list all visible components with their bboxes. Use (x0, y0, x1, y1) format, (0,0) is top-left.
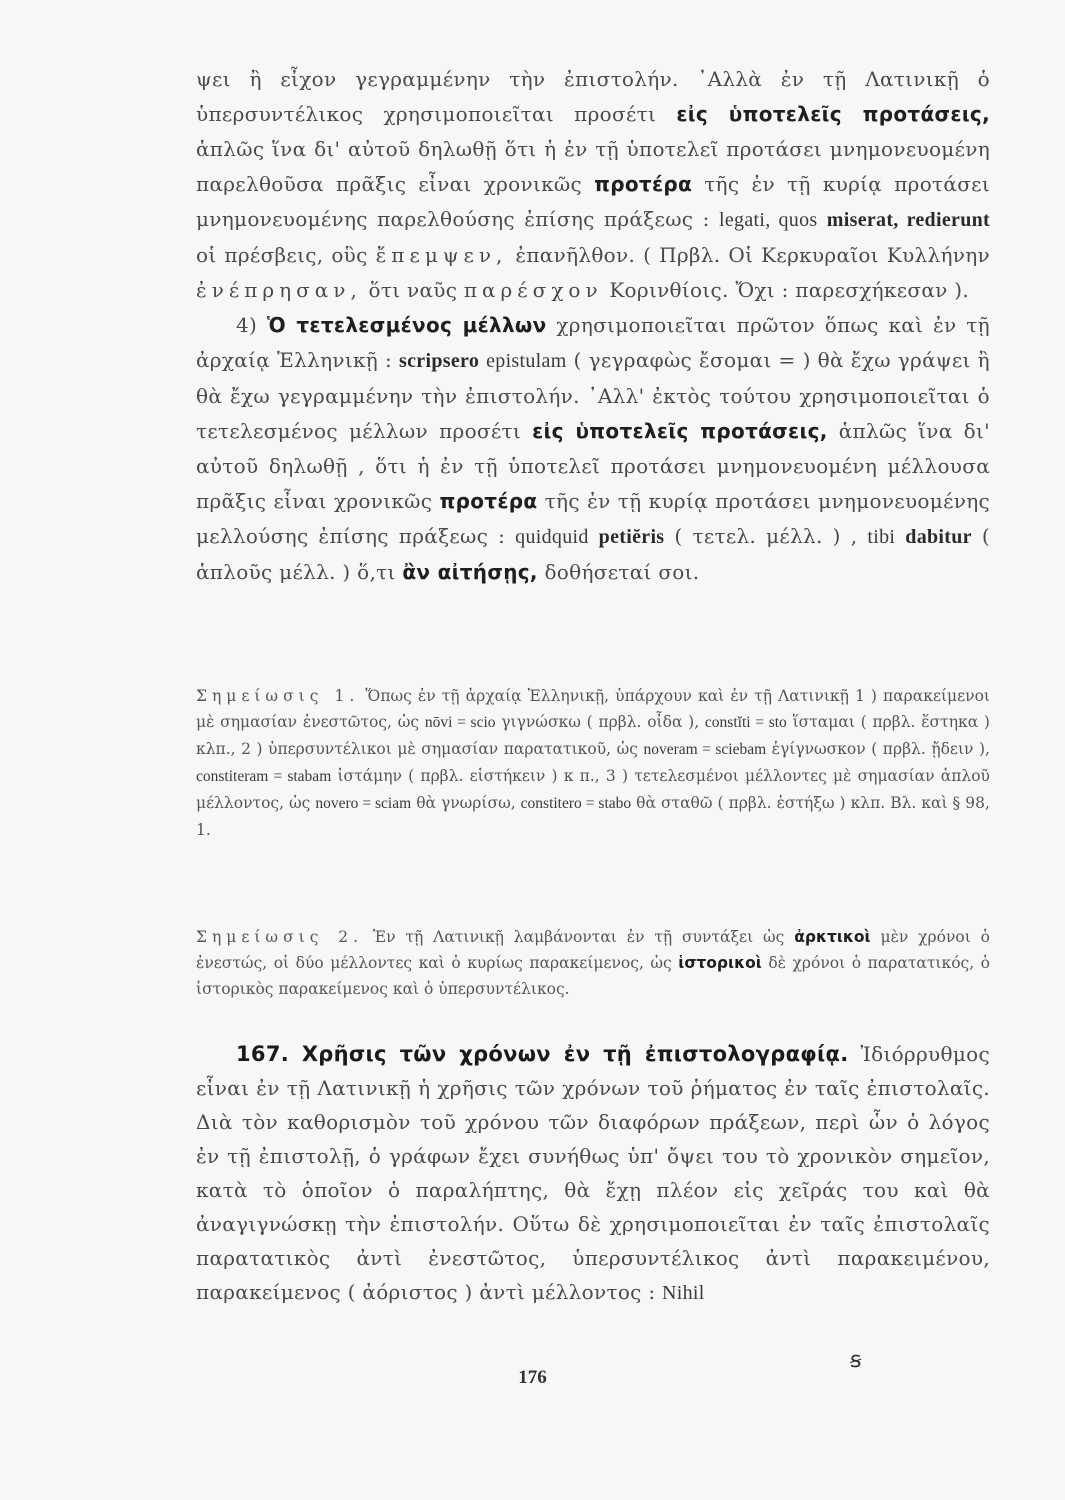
latin-text: constiteram = stabam (196, 768, 332, 785)
margin-mark: ꞩ (850, 1348, 862, 1373)
paragraph-1: ψει ἢ εἶχον γεγραμμένην τὴν ἐπιστολήν. ᾿Αλλὰ ἐν τῇ Λατινικῇ ὁ ὑπερσυντέλικος χρησιμοποιεῖται προσέτι εἰς ὑποτελεῖς προτάσεις, ἁπλῶς ἵνα δι' αὐτοῦ δηλωθῇ ὅτι ἡ ἐν τῇ ὑποτελεῖ προτάσει μνημονευομένη παρελθοῦσα πρᾶξις εἶναι χρονικῶς προτέρα τῆς ἐν τῇ κυρίᾳ προτάσει μνημονευομένης παρελθούσης ἐπίσης πράξεως : legati, quos miserat, redierunt οἱ πρέσβεις, οὓς ἔπεμψεν, ἐπανῆλθον. ( Πρβλ. Οἱ Κερκυραῖοι Κυλλήνην ἐνέπρησαν, ὅτι ναῦς παρέσχον Κορινθίοις. Ὄχι : παρεσχήκεσαν ). (196, 67, 990, 302)
main-text (196, 62, 990, 590)
latin-text: constĭti = sto (704, 714, 787, 731)
latin-text: epistulam (486, 350, 567, 372)
spaced-word: παρέσχον (463, 278, 603, 302)
latin-text: legati, quos (719, 209, 818, 231)
note-label: Σημείωσις 1. (196, 687, 360, 705)
paragraph-2: 4) Ὁ τετελεσμένος μέλλων χρησιμοποιεῖται πρῶτον ὅπως καὶ ἐν τῇ ἀρχαίᾳ Ἑλληνικῇ : scripsero epistulam ( γεγραφὼς ἔσομαι = ) θὰ ἔχω γράψει ἢ θὰ ἔχω γεγραμμένην τὴν ἐπιστολήν. ᾿Αλλ' ἐκτὸς τούτου χρησιμοποιεῖται ὁ τετελεσμένος μέλλων προσέτι εἰς ὑποτελεῖς προτάσεις, ἁπλῶς ἵνα δι' αὐτοῦ δηλωθῇ , ὅτι ἡ ἐν τῇ ὑποτελεῖ προτάσει μνημονευομένη μέλλουσα πρᾶξις εἶναι χρονικῶς προτέρα τῆς ἐν τῇ κυρίᾳ προτάσει μνημονευομένης μελλούσης ἐπίσης πράξεως : quidquid petiĕris ( τετελ. μέλλ. ) , tibi dabitur ( ἁπλοῦς μέλλ. ) ὅ,τι ἂν αἰτήσῃς, δοθήσεταί σοι. (196, 313, 990, 584)
page-number: 176 (518, 1367, 547, 1388)
spaced-word: ἔπεμψεν, (375, 243, 508, 267)
bold-term: ἱστορικοὶ (678, 954, 762, 972)
bold-term: εἰς ὑποτελεῖς προτάσεις, (532, 419, 828, 443)
latin-text: Nihil (662, 1282, 705, 1304)
latin-text: novero = sciam (315, 795, 412, 812)
latin-example: miserat, redierunt (826, 209, 990, 231)
bold-term: ἂν αἰτήσῃς, (402, 560, 538, 584)
bold-term: προτέρα (439, 489, 538, 513)
section-heading: 167. Χρῆσις τῶν χρόνων ἐν τῇ ἐπιστολογραφίᾳ. (236, 1042, 849, 1066)
latin-text: constitero = stabo (520, 795, 632, 812)
bold-term: ἀρκτικοὶ (794, 928, 871, 946)
latin-example: petiĕris (598, 526, 665, 548)
latin-example: dabitur (905, 526, 972, 548)
note-1: Σημείωσις 1. Ὅπως ἐν τῇ ἀρχαίᾳ Ἑλληνικῇ, ὑπάρχουν καὶ ἐν τῇ Λατινικῇ 1 ) παρακείμενοι μὲ σημασίαν ἐνεστῶτος, ὡς nōvi = scio γιγνώσκω ( πρβλ. οἶδα ), constĭti = sto ἵσταμαι ( πρβλ. ἕστηκα ) κλπ., 2 ) ὑπερσυντέλικοι μὲ σημασίαν παρατατικοῦ, ὡς noveram = sciebam ἐγίγνωσκον ( πρβλ. ᾔδειν ), constiteram = stabam ἱστάμην ( πρβλ. εἱστήκειν ) κ π., 3 ) τετελεσμένοι μέλλοντες μὲ σημασίαν ἁπλοῦ μέλλοντος, ὡς novero = sciam θὰ γνωρίσω, constitero = stabo θὰ σταθῶ ( πρβλ. ἑστήξω ) κλπ. Βλ. καὶ § 98, 1. (196, 687, 990, 839)
latin-text: noveram = sciebam (643, 741, 767, 758)
note-2: Σημείωσις 2. Ἐν τῇ Λατινικῇ λαμβάνονται ἐν τῇ συντάξει ὡς ἀρκτικοὶ μὲν χρόνοι ὁ ἐνεστώς, οἱ δύο μέλλοντες καὶ ὁ κυρίως παρακείμενος, ὡς ἱστορικοὶ δὲ χρόνοι ὁ παρατατικός, ὁ ἱστορικὸς παρακείμενος καὶ ὁ ὑπερσυντέλικος. (196, 928, 991, 998)
section-167: 167. Χρῆσις τῶν χρόνων ἐν τῇ ἐπιστολογραφίᾳ. Ἰδιόρρυθμος εἶναι ἐν τῇ Λατινικῇ ἡ χρῆσις τῶν χρόνων τοῦ ῥήματος ἐν ταῖς ἐπιστολαῖς. Διὰ τὸν καθορισμὸν τοῦ χρόνου τῶν διαφόρων πράξεων, περὶ ὧν ὁ λόγος ἐν τῇ ἐπιστολῇ, ὁ γράφων ἔχει συνήθως ὑπ' ὄψει του τὸ χρονικὸν σημεῖον, κατὰ τὸ ὁποῖον ὁ παραλήπτης, θὰ ἔχῃ πλέον εἰς χεῖράς του καὶ θὰ ἀναγιγνώσκῃ τὴν ἐπιστολήν. Οὕτω δὲ χρησιμοποιεῖται ἐν ταῖς ἐπιστολαῖς παρατατικὸς ἀντὶ ἐνεστῶτος, ὑπερσυντέλικος ἀντὶ παρακειμένου, παρακείμενος ( ἀόριστος ) ἀντὶ μέλλοντος : Nihil (196, 1042, 990, 1304)
latin-text: nōvi = scio (424, 714, 496, 731)
spaced-word: ἐνέπρησαν, (196, 278, 362, 302)
latin-text: tibi (867, 526, 896, 548)
bold-term: εἰς ὑποτελεῖς προτάσεις, (676, 102, 990, 126)
bold-term: προτέρα (594, 172, 693, 196)
note-label: Σημείωσις 2. (196, 928, 364, 946)
bold-term: Ὁ τετελεσμένος μέλλων (266, 313, 547, 337)
latin-text: quidquid (515, 526, 589, 548)
latin-example: scripsero (399, 350, 480, 372)
